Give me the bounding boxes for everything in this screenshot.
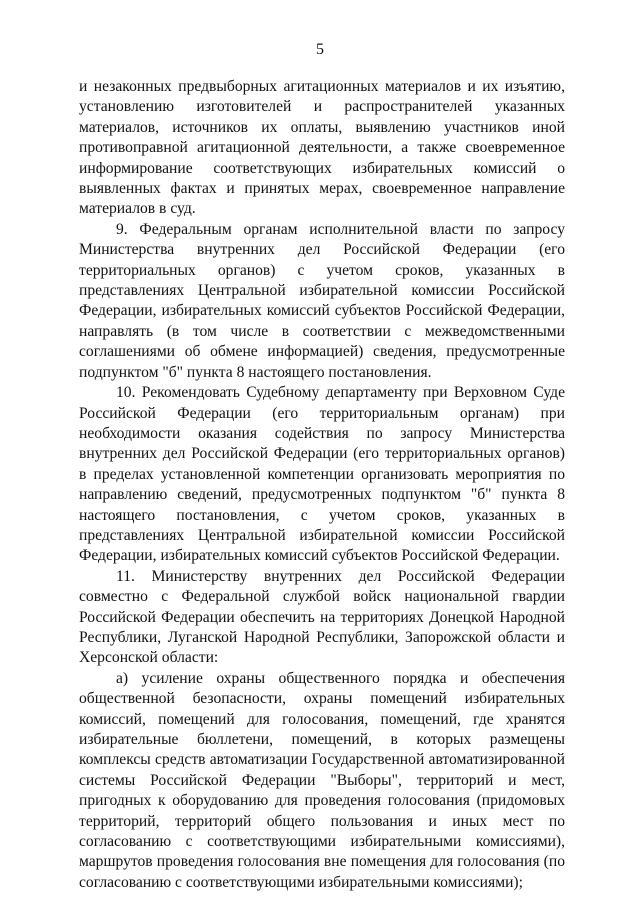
paragraph-item-9: 9. Федеральным органам исполнительной власти по запросу Министерства внутренних дел Российской Федерации (его территориальных органов) с учетом сроков, указанных в представлениях Центральной избирательной комиссии Российской Федерации, избирательных комиссий субъектов Российской Федерации, направлять (в том числе в соответствии с межведомственными соглашениями об обмене информацией) сведения, предусмотренные подпунктом "б" пункта 8 настоящего постановления. [79, 220, 565, 381]
paragraph-item-11: 11. Министерству внутренних дел Российской Федерации совместно с Федеральной службой войск национальной гвардии Российской Федерации обеспечить на территориях Донецкой Народной Республики, Луганской Народной Республики, Запорожской области и Херсонской области: [79, 567, 565, 667]
document-body [79, 77, 565, 893]
page-number: 5 [316, 41, 324, 58]
paragraph-continuation: и незаконных предвыборных агитационных материалов и их изъятию, установлению изготовителей и распространителей указанных материалов, источников их оплаты, выявлению участников иной противоправной агитационной деятельности, а также своевременное информирование соответствующих избирательных комиссий о выявленных фактах и принятых мерах, своевременное направление материалов в суд. [79, 78, 565, 218]
paragraph-item-11a: а) усиление охраны общественного порядка и обеспечения общественной безопасности, охраны помещений избирательных комиссий, помещений для голосования, помещений, где хранятся избирательные бюллетени, помещений, в которых размещены комплексы средств автоматизации Государственной автоматизированной системы Российской Федерации "Выборы", территорий и мест, пригодных к оборудованию для проведения голосования (придомовых территорий, территорий общего пользования и иных мест по согласованию с соответствующими избирательными комиссиями), маршрутов проведения голосования вне помещения для голосования (по согласованию с соответствующими избирательными комиссиями); [79, 669, 565, 891]
paragraph-item-10: 10. Рекомендовать Судебному департаменту при Верховном Суде Российской Федерации (его территориальным органам) при необходимости оказания содействия по запросу Министерства внутренних дел Российской Федерации (его территориальных органов) в пределах установленной компетенции организовать мероприятия по направлению сведений, предусмотренных подпунктом "б" пункта 8 настоящего постановления, с учетом сроков, указанных в представлениях Центральной избирательной комиссии Российской Федерации, избирательных комиссий субъектов Российской Федерации. [79, 384, 565, 565]
